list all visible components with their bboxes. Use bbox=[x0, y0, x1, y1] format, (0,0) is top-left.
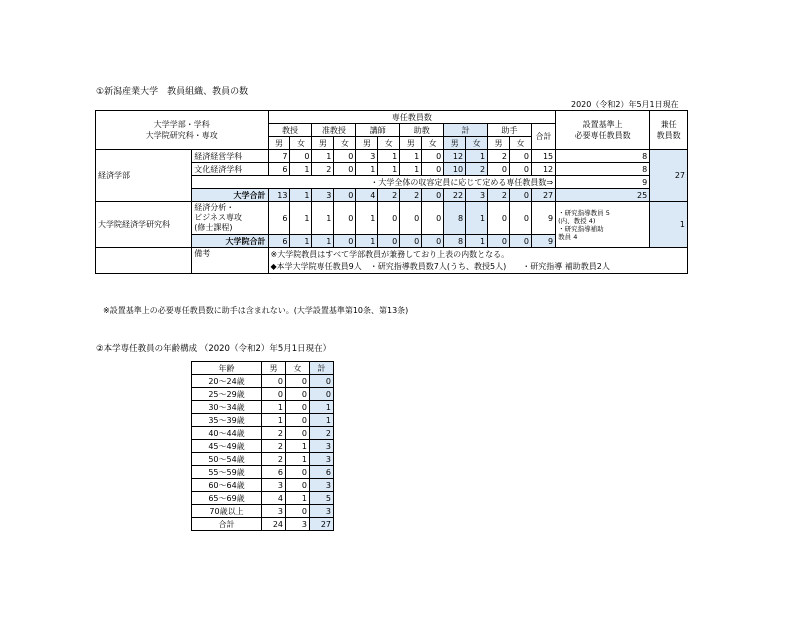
value-cell: 1 bbox=[290, 202, 312, 235]
univ-total-value: 2 bbox=[400, 189, 422, 202]
value-cell: 1 bbox=[400, 163, 422, 176]
table-row bbox=[96, 248, 688, 261]
age-total: 6 bbox=[310, 466, 334, 479]
table-row bbox=[192, 401, 334, 414]
value-cell: 2 bbox=[488, 150, 510, 163]
remarks-line1: ※大学院教員はすべて学部教員が兼務しており上表の内数となる。 bbox=[268, 248, 687, 261]
section1-title: ①新潟産業大学 教員組織、教員の数 bbox=[96, 87, 249, 97]
header-gender: 男 bbox=[488, 137, 510, 150]
table-row bbox=[192, 453, 334, 466]
grad-total-value: 1 bbox=[312, 235, 334, 248]
header-gender: 男 bbox=[356, 137, 378, 150]
table-row bbox=[192, 388, 334, 401]
univ-total-value: 4 bbox=[356, 189, 378, 202]
age-total: 0 bbox=[310, 375, 334, 388]
grad-school-name: 大学院経済学研究科 bbox=[96, 202, 192, 248]
value-cell: 9 bbox=[531, 202, 555, 235]
header-gender: 女 bbox=[378, 137, 400, 150]
department-name: 経済経営学科 bbox=[192, 150, 268, 163]
header-gender: 男 bbox=[400, 137, 422, 150]
age-total: 3 bbox=[310, 453, 334, 466]
age-male: 1 bbox=[262, 414, 286, 427]
age-label: 25～29歳 bbox=[192, 388, 262, 401]
grad-total-value: 0 bbox=[400, 235, 422, 248]
age-header: 年齢 bbox=[192, 362, 262, 375]
univ-total-value: 2 bbox=[488, 189, 510, 202]
grad-required: ・研究指導教員 5 (内、教授 4) ・研究指導補助 教員 4 bbox=[556, 202, 650, 248]
value-cell: 1 bbox=[378, 150, 400, 163]
as-of-date: 2020（令和2）年5月1日現在 bbox=[571, 100, 679, 109]
age-total: 5 bbox=[310, 492, 334, 505]
header-rank: 助手 bbox=[488, 124, 532, 137]
age-male: 1 bbox=[262, 401, 286, 414]
univ-total-value: 22 bbox=[444, 189, 466, 202]
header-gender: 女 bbox=[334, 137, 356, 150]
value-cell: 12 bbox=[444, 150, 466, 163]
value-cell: 1 bbox=[290, 163, 312, 176]
header-gender: 女 bbox=[510, 137, 532, 150]
table-row bbox=[192, 492, 334, 505]
age-total: 2 bbox=[310, 427, 334, 440]
value-cell: 1 bbox=[466, 202, 488, 235]
univ-total-value: 1 bbox=[290, 189, 312, 202]
section2-title: ②本学専任教員の年齢構成 （2020（令和2）年5月1日現在） bbox=[96, 344, 332, 354]
table-row bbox=[192, 466, 334, 479]
age-label: 40～44歳 bbox=[192, 427, 262, 440]
header-rank: 講師 bbox=[356, 124, 400, 137]
table-row bbox=[192, 440, 334, 453]
age-table bbox=[191, 361, 334, 531]
department-name: 文化経済学科 bbox=[192, 163, 268, 176]
value-cell: 6 bbox=[268, 163, 290, 176]
univ-total-value: 0 bbox=[334, 189, 356, 202]
header-gender: 男 bbox=[268, 137, 290, 150]
age-male: 3 bbox=[262, 505, 286, 518]
age-male: 2 bbox=[262, 453, 286, 466]
required-value: 8 bbox=[556, 150, 650, 163]
age-female: 1 bbox=[286, 492, 310, 505]
grad-department: 経済分析・ ビジネス専攻 (修士課程) bbox=[192, 202, 268, 235]
value-cell: 10 bbox=[444, 163, 466, 176]
value-cell: 0 bbox=[488, 202, 510, 235]
remarks-line2: ◆本学大学院専任教員9人 ・研究指導教員数7人(うち、教授5人) ・研究指導 補助教員2人 bbox=[268, 261, 687, 274]
grad-total-value: 0 bbox=[510, 235, 532, 248]
age-total: 0 bbox=[310, 388, 334, 401]
age-female: 1 bbox=[286, 440, 310, 453]
value-cell: 6 bbox=[268, 202, 290, 235]
age-male: 0 bbox=[262, 388, 286, 401]
univ-total-value: 2 bbox=[378, 189, 400, 202]
faculty-table bbox=[95, 110, 688, 274]
univ-total-value: 3 bbox=[312, 189, 334, 202]
value-cell: 1 bbox=[400, 150, 422, 163]
age-label: 70歳以上 bbox=[192, 505, 262, 518]
age-female: 0 bbox=[286, 427, 310, 440]
value-cell: 0 bbox=[510, 150, 532, 163]
age-female: 0 bbox=[286, 414, 310, 427]
age-male: 3 bbox=[262, 479, 286, 492]
age-female: 0 bbox=[286, 466, 310, 479]
value-cell: 0 bbox=[400, 202, 422, 235]
age-label: 45～49歳 bbox=[192, 440, 262, 453]
age-total: 3 bbox=[310, 505, 334, 518]
header-gender: 男 bbox=[444, 137, 466, 150]
value-cell: 0 bbox=[510, 163, 532, 176]
value-cell: 0 bbox=[334, 202, 356, 235]
age-female: 0 bbox=[286, 479, 310, 492]
header-gender: 女 bbox=[290, 137, 312, 150]
remarks-blank bbox=[96, 248, 192, 274]
table-row bbox=[96, 111, 688, 124]
age-female: 0 bbox=[286, 375, 310, 388]
value-cell: 0 bbox=[510, 202, 532, 235]
required-value: 8 bbox=[556, 163, 650, 176]
age-female: 0 bbox=[286, 505, 310, 518]
faculty-name: 経済学部 bbox=[96, 150, 192, 202]
header-rank: 助教 bbox=[400, 124, 444, 137]
univ-total-value: 27 bbox=[531, 189, 555, 202]
age-total: 1 bbox=[310, 414, 334, 427]
age-male: 0 bbox=[262, 375, 286, 388]
univ-total-required: 25 bbox=[556, 189, 650, 202]
value-cell: 1 bbox=[356, 202, 378, 235]
value-cell: 1 bbox=[356, 163, 378, 176]
age-male: 6 bbox=[262, 466, 286, 479]
age-female: 0 bbox=[286, 388, 310, 401]
grad-total-value: 0 bbox=[378, 235, 400, 248]
grad-total-value: 1 bbox=[466, 235, 488, 248]
table-row bbox=[192, 479, 334, 492]
age-sum-label: 合計 bbox=[192, 518, 262, 531]
footnote: ※設置基準上の必要専任教員数に助手は含まれない。(大学設置基準第10条、第13条) bbox=[103, 306, 409, 315]
age-label: 30～34歳 bbox=[192, 401, 262, 414]
univ-total-value: 0 bbox=[510, 189, 532, 202]
table-row bbox=[192, 505, 334, 518]
age-label: 65～69歳 bbox=[192, 492, 262, 505]
table-row bbox=[192, 362, 334, 375]
grad-total-value: 9 bbox=[531, 235, 555, 248]
age-label: 20～24歳 bbox=[192, 375, 262, 388]
grad-total-value: 8 bbox=[444, 235, 466, 248]
value-cell: 3 bbox=[356, 150, 378, 163]
univ-note: ・大学全体の収容定員に応じて定める専任教員数⇒ bbox=[192, 176, 556, 189]
grad-total-value: 1 bbox=[290, 235, 312, 248]
table-row bbox=[192, 427, 334, 440]
header-part-time: 兼任 教員数 bbox=[650, 111, 688, 150]
age-header: 女 bbox=[286, 362, 310, 375]
value-cell: 1 bbox=[312, 202, 334, 235]
header-full-time: 専任教員数 bbox=[268, 111, 556, 124]
age-female: 1 bbox=[286, 453, 310, 466]
header-rank: 教授 bbox=[268, 124, 312, 137]
age-male: 2 bbox=[262, 440, 286, 453]
age-female: 0 bbox=[286, 401, 310, 414]
header-total: 合計 bbox=[531, 124, 555, 150]
age-sum-female: 3 bbox=[286, 518, 310, 531]
table-row bbox=[192, 375, 334, 388]
header-rank: 計 bbox=[444, 124, 488, 137]
value-cell: 0 bbox=[422, 202, 444, 235]
univ-total-label: 大学合計 bbox=[192, 189, 268, 202]
header-required: 設置基準上 必要専任教員数 bbox=[556, 111, 650, 150]
table-row bbox=[192, 414, 334, 427]
age-label: 60～64歳 bbox=[192, 479, 262, 492]
grad-total-value: 0 bbox=[422, 235, 444, 248]
header-gender: 女 bbox=[466, 137, 488, 150]
value-cell: 2 bbox=[466, 163, 488, 176]
age-label: 55～59歳 bbox=[192, 466, 262, 479]
age-label: 50～54歳 bbox=[192, 453, 262, 466]
age-sum-male: 24 bbox=[262, 518, 286, 531]
value-cell: 0 bbox=[334, 150, 356, 163]
value-cell: 0 bbox=[378, 202, 400, 235]
value-cell: 1 bbox=[378, 163, 400, 176]
header-gender: 女 bbox=[422, 137, 444, 150]
grad-total-value: 6 bbox=[268, 235, 290, 248]
value-cell: 0 bbox=[290, 150, 312, 163]
value-cell: 1 bbox=[466, 150, 488, 163]
age-header: 計 bbox=[310, 362, 334, 375]
value-cell: 0 bbox=[422, 150, 444, 163]
part-time-value: 27 bbox=[650, 150, 688, 202]
table-row bbox=[96, 202, 688, 235]
value-cell: 1 bbox=[312, 150, 334, 163]
univ-total-value: 3 bbox=[466, 189, 488, 202]
table-row bbox=[96, 150, 688, 163]
remarks-label: 備考 bbox=[192, 248, 268, 274]
age-sum-total: 27 bbox=[310, 518, 334, 531]
age-total: 3 bbox=[310, 440, 334, 453]
value-cell: 12 bbox=[531, 163, 555, 176]
header-gender: 男 bbox=[312, 137, 334, 150]
value-cell: 0 bbox=[422, 163, 444, 176]
grad-total-value: 1 bbox=[356, 235, 378, 248]
header-department: 大学学部・学科 大学院研究科・専攻 bbox=[96, 111, 269, 150]
value-cell: 8 bbox=[444, 202, 466, 235]
part-time-grad: 1 bbox=[650, 202, 688, 248]
value-cell: 7 bbox=[268, 150, 290, 163]
value-cell: 2 bbox=[312, 163, 334, 176]
univ-note-value: 9 bbox=[556, 176, 650, 189]
age-total: 3 bbox=[310, 479, 334, 492]
grad-total-value: 0 bbox=[488, 235, 510, 248]
grad-total-value: 0 bbox=[334, 235, 356, 248]
header-rank: 准教授 bbox=[312, 124, 356, 137]
age-total: 1 bbox=[310, 401, 334, 414]
value-cell: 15 bbox=[531, 150, 555, 163]
age-header: 男 bbox=[262, 362, 286, 375]
univ-total-value: 13 bbox=[268, 189, 290, 202]
table-row bbox=[192, 518, 334, 531]
age-male: 4 bbox=[262, 492, 286, 505]
univ-total-value: 0 bbox=[422, 189, 444, 202]
age-male: 2 bbox=[262, 427, 286, 440]
grad-total-label: 大学院合計 bbox=[192, 235, 268, 248]
age-label: 35～39歳 bbox=[192, 414, 262, 427]
value-cell: 0 bbox=[488, 163, 510, 176]
value-cell: 0 bbox=[334, 163, 356, 176]
